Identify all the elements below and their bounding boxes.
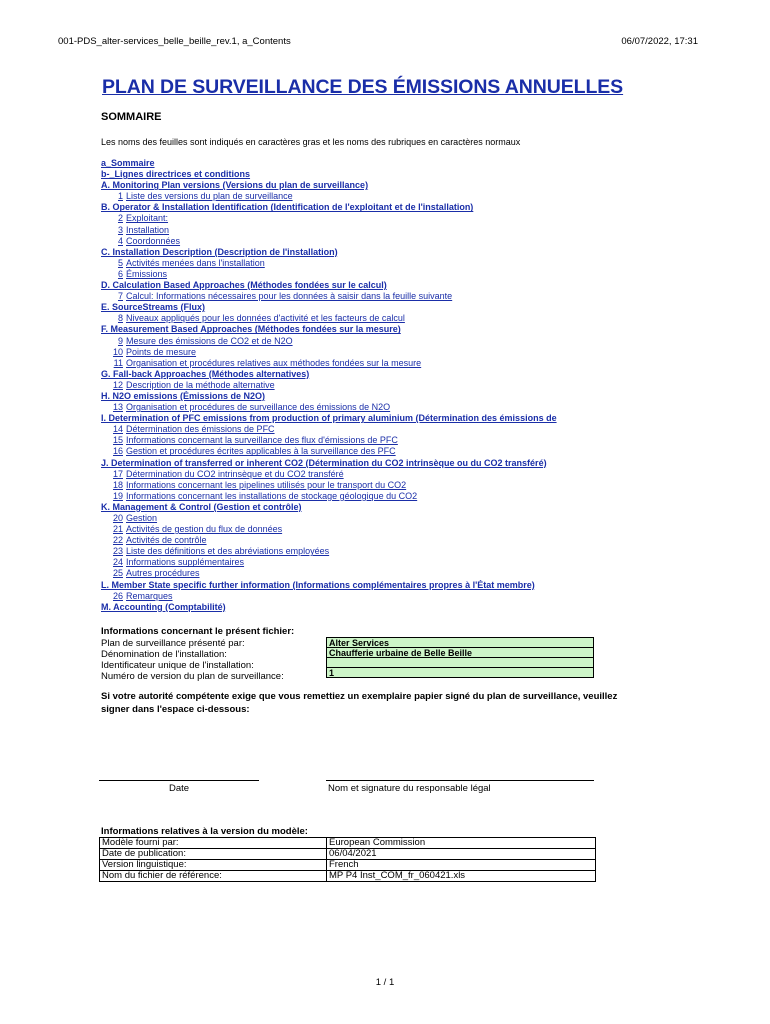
toc-item-label: Coordonnées — [126, 235, 181, 246]
toc-item-label: Liste des définitions et des abréviations employées — [126, 546, 330, 557]
table-row — [100, 838, 596, 849]
toc-section-link[interactable]: K. Management & Control (Gestion et contrôle) — [101, 501, 302, 512]
toc-item-label: Informations supplémentaires — [126, 557, 245, 568]
toc-item-label: Autres procédures — [126, 568, 200, 579]
toc-item-link[interactable] — [101, 225, 701, 236]
date-label: Date — [169, 783, 190, 794]
toc-item-label: Activités menées dans l'installation — [126, 257, 265, 268]
toc-item-link[interactable] — [101, 513, 701, 524]
toc-item-number: 9 — [117, 335, 123, 346]
toc-item-number: 23 — [112, 546, 123, 557]
toc-item-label: Description de la méthode alternative — [126, 379, 275, 390]
table-cell: European Commission — [327, 838, 596, 849]
toc-section-link[interactable]: D. Calculation Based Approaches (Méthodes fondées sur le calcul) — [101, 280, 387, 291]
header-file-name: 001-PDS_alter-services_belle_beille_rev.1, a_Contents — [58, 36, 291, 47]
toc-item-number: 22 — [112, 535, 123, 546]
toc-item-label: Remarques — [126, 590, 173, 601]
toc-item-link[interactable] — [101, 347, 701, 358]
toc-section-link[interactable]: b-_Lignes directrices et conditions — [101, 169, 251, 180]
toc-item-number: 10 — [112, 346, 123, 357]
toc-section-link[interactable]: C. Installation Description (Description de l'installation) — [101, 246, 338, 257]
signature-line — [326, 780, 594, 781]
table-row — [100, 849, 596, 860]
toc-item-label: Informations concernant les pipelines utilisés pour le transport du CO2 — [126, 479, 407, 490]
toc-item-number: 15 — [112, 435, 123, 446]
toc-item-link[interactable] — [101, 291, 701, 302]
toc-item-number: 17 — [112, 468, 123, 479]
table-row — [100, 871, 596, 882]
toc-item-link[interactable] — [101, 491, 701, 502]
toc-item-number: 20 — [112, 513, 123, 523]
table-cell: 06/04/2021 — [327, 849, 596, 860]
toc-item-label: Points de mesure — [126, 346, 197, 357]
file-info-label: Dénomination de l'installation: — [101, 649, 227, 660]
toc-item-number: 16 — [112, 446, 123, 457]
toc-item-label: Informations concernant les installations de stockage géologique du CO2 — [126, 490, 418, 501]
toc-item-number: 24 — [112, 557, 123, 568]
toc-item-number: 4 — [117, 235, 123, 246]
toc-item-number: 5 — [117, 257, 123, 268]
toc-item-link[interactable] — [101, 524, 701, 535]
toc-item-number: 11 — [113, 357, 123, 368]
installation-name-field[interactable]: Chaufferie urbaine de Belle Beille — [326, 647, 594, 658]
toc-item-label: Gestion — [126, 513, 158, 523]
toc-item-label: Gestion et procédures écrites applicables à la surveillance des PFC — [126, 446, 396, 457]
toc-item-label: Émissions — [126, 268, 168, 279]
toc-item-link[interactable] — [101, 591, 701, 602]
plan-version-field[interactable]: 1 — [326, 667, 594, 678]
toc-item-label: Niveaux appliqués pour les données d'activité et les facteurs de calcul — [126, 313, 405, 324]
toc-item-link[interactable] — [101, 424, 701, 435]
toc-item-link[interactable] — [101, 191, 701, 202]
toc-item-label: Détermination des émissions de PFC — [126, 424, 275, 435]
toc-item-number: 14 — [112, 424, 123, 435]
toc-item-label: Organisation et procédures de surveillance des émissions de N2O — [126, 402, 391, 413]
toc-item-link[interactable] — [101, 213, 701, 224]
toc-item-link[interactable] — [101, 469, 701, 480]
table-row — [100, 860, 596, 871]
table-cell: MP P4 Inst_COM_fr_060421.xls — [327, 871, 596, 882]
toc-item-label: Exploitant: — [126, 213, 169, 224]
toc-section-link[interactable]: F. Measurement Based Approaches (Méthodes fondées sur la mesure) — [101, 324, 401, 335]
toc-item-link[interactable] — [101, 236, 701, 247]
toc-section-link[interactable]: E. SourceStreams (Flux) — [101, 302, 206, 313]
toc-item-number: 12 — [112, 379, 123, 390]
file-info-label: Identificateur unique de l'installation: — [101, 660, 254, 671]
table-cell: Modèle fourni par: — [100, 838, 327, 849]
toc-item-label: Calcul: Informations nécessaires pour les données à saisir dans la feuille suivante — [126, 291, 453, 302]
toc-item-label: Activités de gestion du flux de données — [126, 524, 283, 535]
toc-item-number: 21 — [112, 524, 123, 535]
toc-item-link[interactable] — [101, 269, 701, 280]
toc-section-link[interactable]: J. Determination of transferred or inherent CO2 (Détermination du CO2 intrinsèque ou du CO2 transféré) — [101, 457, 547, 468]
page-number: 1 / 1 — [375, 977, 395, 988]
toc-item-number: 1 — [117, 191, 123, 202]
toc-item-number: 25 — [112, 568, 123, 579]
signature-instructions: Si votre autorité compétente exige que vous remettiez un exemplaire papier signé du plan de surveillance, veuillez signer dans l'espace ci-dessous: — [101, 691, 618, 715]
toc-item-label: Activités de contrôle — [126, 535, 207, 546]
toc-item-link[interactable] — [101, 313, 701, 324]
toc-item-number: 8 — [117, 313, 123, 324]
toc-item-link[interactable] — [101, 568, 701, 579]
toc-item-number: 13 — [112, 402, 123, 413]
toc-section-link[interactable]: H. N2O emissions (Émissions de N2O) — [101, 390, 266, 401]
toc-section-link[interactable]: M. Accounting (Comptabilité) — [101, 601, 226, 612]
model-info-title: Informations relatives à la version du modèle: — [101, 826, 308, 837]
table-cell: Date de publication: — [100, 849, 327, 860]
date-line — [99, 780, 259, 781]
toc-section-link[interactable]: L. Member State specific further information (Informations complémentaires propres à l'État membre) — [101, 579, 535, 590]
legend-note: Les noms des feuilles sont indiqués en caractères gras et les noms des rubriques en caractères normaux — [101, 137, 521, 147]
toc-item-link[interactable] — [101, 546, 701, 557]
toc-item-label: Installation — [126, 224, 170, 235]
toc-item-link[interactable] — [101, 535, 701, 546]
toc-item-link[interactable] — [101, 435, 701, 446]
submitted-by-field[interactable]: Alter Services — [326, 637, 594, 648]
toc-item-link[interactable] — [101, 358, 701, 369]
file-info-label: Plan de surveillance présenté par: — [101, 638, 245, 649]
toc-item-number: 6 — [117, 268, 123, 279]
page-title: PLAN DE SURVEILLANCE DES ÉMISSIONS ANNUELLES — [102, 76, 624, 98]
table-of-contents — [101, 158, 701, 613]
toc-section-link[interactable]: B. Operator & Installation Identification (Identification de l'exploitant et de l'installation) — [101, 202, 474, 213]
toc-item-label: Détermination du CO2 intrinsèque et du CO2 transféré — [126, 468, 344, 479]
table-cell: Nom du fichier de référence: — [100, 871, 327, 882]
table-cell: Version linguistique: — [100, 860, 327, 871]
toc-item-number: 26 — [112, 590, 123, 601]
toc-item-link[interactable] — [101, 446, 701, 457]
file-info-title: Informations concernant le présent fichier: — [101, 626, 295, 637]
toc-item-link[interactable] — [101, 258, 701, 269]
toc-section-link[interactable]: G. Fall-back Approaches (Méthodes alternatives) — [101, 368, 310, 379]
model-info-table — [99, 837, 596, 882]
toc-item-label: Mesure des émissions de CO2 et de N2O — [126, 335, 293, 346]
toc-section-link[interactable]: a_Sommaire — [101, 158, 155, 168]
toc-item-number: 18 — [112, 479, 123, 490]
toc-item-label: Informations concernant la surveillance des flux d'émissions de PFC — [126, 435, 398, 446]
toc-item-link[interactable] — [101, 380, 701, 391]
toc-item-label: Organisation et procédures relatives aux méthodes fondées sur la mesure — [126, 357, 422, 368]
toc-section-link[interactable]: A. Monitoring Plan versions (Versions du plan de surveillance) — [101, 180, 369, 191]
toc-item-link[interactable] — [101, 557, 701, 568]
section-subtitle: SOMMAIRE — [101, 111, 162, 123]
toc-item-link[interactable] — [101, 402, 701, 413]
toc-item-number: 7 — [117, 291, 123, 302]
toc-item-number: 19 — [112, 490, 123, 501]
header-datetime: 06/07/2022, 17:31 — [621, 36, 698, 47]
toc-item-label: Liste des versions du plan de surveillance — [126, 191, 293, 202]
toc-item-number: 3 — [117, 224, 123, 235]
toc-section-link[interactable]: I. Determination of PFC emissions from production of primary aluminium (Détermination des émissions de — [101, 413, 557, 424]
toc-item-link[interactable] — [101, 336, 701, 347]
signature-label: Nom et signature du responsable légal — [328, 783, 491, 794]
toc-item-link[interactable] — [101, 480, 701, 491]
file-info-label: Numéro de version du plan de surveillance: — [101, 671, 284, 682]
toc-item-number: 2 — [117, 213, 123, 224]
table-cell: French — [327, 860, 596, 871]
